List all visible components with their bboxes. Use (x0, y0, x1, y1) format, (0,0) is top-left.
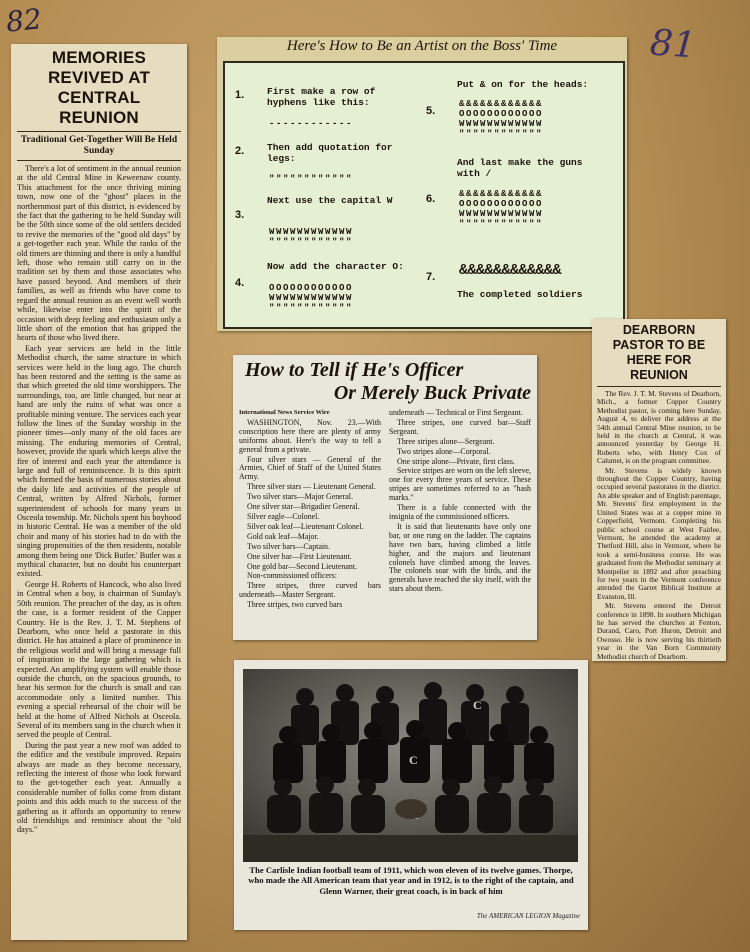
paragraph: One stripe alone—Private, first class. (397, 456, 515, 466)
step-row: """""""""""" (269, 174, 354, 184)
svg-text:C: C (473, 698, 482, 712)
step-number: 6. (426, 193, 436, 205)
page-number-right: 81 (648, 22, 698, 67)
paragraph: Three stripes, three curved bars underneath—Master Sergeant. (239, 581, 381, 600)
divider (17, 160, 181, 161)
divider (597, 386, 721, 387)
step-text: Then add quotation for legs: (267, 142, 393, 164)
step-text: First make a row of hyphens like this: (267, 86, 376, 108)
paragraph: Silver oak leaf—Lieutenant Colonel. (247, 521, 364, 531)
paragraph: Each year services are held in the little Methodist church, the same structure in which services were held in the long ago. The church has been restored and the setting is the same as that which greeted the old time worshippers. The surroundings, too, are little changed, but near at hand are only the ruins of what was once a profitable mining venture. The services each year follow the lines of the Sunday worship in the pioneer times—only many of the old faces are missing. The enduring memories of Central, however, provide the spark which keeps alive the fire of interest and each year the attendance is large and full of reminiscence. It is this spirit which formed the basis of numerous stories about the daily life and activities of the people of Central, written by Alfred Nichols, former superintendent of schools for many years in Osceola township. Mr. Nichols spent his boyhood in historic Central. He was a member of the old choir and many of his stories had to do with the singing propensities of the then residents, notable among them being one 'Dick Butler.' Butler was a mythical character, but no doubt his counterpart existed. (17, 343, 181, 579)
pastor-body (597, 390, 721, 661)
dateline: International News Service Wire (239, 409, 330, 416)
paragraph: Three stripes, two curved bars (247, 600, 343, 610)
reunion-body (17, 164, 181, 835)
paragraph: Mr. Stevens entered the Detroit conference in 1898. In southern Michigan he has served the churches at Fenton, Durand, Caro, Port Huron, Detroit and Owosso. He is now serving his thirtieth year in the Van Born Community Methodist church of Dearborn. (597, 601, 721, 661)
paragraph: One silver star—Brigadier General. (247, 502, 360, 512)
step-row: """""""""""" (269, 303, 354, 313)
step-row: WWWWWWWWWWWW (459, 119, 544, 129)
step-text: Now add the character O: (267, 261, 404, 272)
svg-text:C: C (409, 753, 418, 767)
artist-title: Here's How to Be an Artist on the Boss' Time (286, 38, 558, 54)
pastor-article (592, 319, 726, 661)
step-row: """""""""""" (459, 219, 544, 229)
step-text: And last make the guns with / (457, 157, 583, 179)
divider (17, 131, 181, 132)
step-number: 2. (235, 145, 245, 157)
step-row: WWWWWWWWWWWW (459, 209, 544, 219)
step-row: &&&&&&&&&&&& (459, 99, 544, 109)
step-number: 5. (426, 105, 436, 117)
step-number: 3. (235, 209, 245, 221)
reunion-article (11, 44, 187, 940)
pastor-headline: DEARBORN PASTOR TO BE HERE FOR REUNION (612, 323, 706, 382)
paragraph: WASHINGTON, Nov. 23.—With conscription here there are plenty of army uniforms about. Here's the way to tell a general from a private. (239, 417, 381, 454)
officer-headline-2: Or Merely Buck Private (333, 382, 531, 404)
paragraph: Gold oak leaf—Major. (247, 531, 319, 541)
step-row: ------------ (269, 119, 354, 129)
paragraph: It is said that lieutenants have only one bar, or one rung on the ladder. The captains have two bars, having climbed a little higher, and the majors and lieutenant colonels have climbed among the leaves. The colonels soar with the birds, and the generals have reached the sky itself, with the stars about them. (389, 521, 531, 594)
paragraph: Service stripes are worn on the left sleeve, one for every three years of service. These stripes are sometimes referred to as "hash marks." (389, 466, 531, 503)
paragraph: During the past year a new roof was added to the edifice and the vestibule improved. Repairs always are made as they become necessary, reflecting the interest of those who look forward to the get-together each year. Annually a considerable number of folks come from distant points and this adds much to the success of the gathering as it affords an opportunity to renew old friendships and reminisce about the "old days." (17, 740, 181, 835)
paragraph: Non-commissioned officers: (247, 571, 337, 581)
step-row: """""""""""" (269, 237, 354, 247)
paragraph: Mr. Stevens is widely known throughout the Copper Country, having occupied several pastorates in the district. An able speaker and of English parentage, Mr. Stevens' first employment in the United States was at a copper mine in Copperfield, Vermont. Completing his public school course at West Fairlee, Vermont, he attended the academy at Thetford Hill, also in Vermont, where he took a semi-business course. He was graduated from the Methodist seminary at Montpelier in 1892 and after preaching for two years in the Vermont conference attended the Garret Biblical Institute at Evanston, Ill. (597, 465, 721, 601)
paragraph: One gold bar—Second Lieutenant. (247, 561, 357, 571)
paragraph: George H. Roberts of Hancock, who also lived in Central when a boy, is chairman of Sunday's 50th reunion. The preacher of the day, as is often the case, is a former resident of the Copper Country. He is the Rev. J. T. M. Stephens of Dearborn, who once held a pastorate in this district. He has attained a place of prominence in the religious world and will bring a message full of inspiration to the large gathering which is expected. An amplifying system will enable those outside the church, on the spacious grounds, to hear his sermon for the church is small and can accommodate only a limited number. This evening a special rehearsal of the choir will be held at the home of Alfred Nichols at Osceola. Several of its members sang in the church when it served the people of Central. (17, 579, 181, 740)
step-text: The completed soldiers (457, 289, 583, 300)
team-photo-image (243, 669, 578, 862)
officer-headline-1: How to Tell if He's Officer (245, 359, 464, 381)
team-photograph (243, 669, 578, 862)
officer-column-1 (239, 409, 381, 611)
paragraph: Two silver stars—Major General. (247, 492, 353, 502)
officer-columns (239, 409, 531, 611)
paragraph: Two stripes alone—Corporal. (397, 446, 491, 456)
step-number: 1. (235, 89, 245, 101)
reunion-headline: MEMORIES REVIVED AT CENTRAL REUNION (47, 48, 151, 127)
paragraph: The Rev. J. T. M. Stevens of Dearborn, Mich., a former Copper Country Methodist pastor, is coming here Sunday, August 4, to deliver the address at the 54th annual Central Mine reunion, to be held in the church at Central, it was announced yesterday by George H. Roberts who, with Henry Cox of Calumet, is on the program committee. (597, 389, 721, 466)
paragraph: underneath — Technical or First Sergeant. (389, 408, 523, 417)
step-row: WWWWWWWWWWWW (269, 227, 354, 237)
photo-caption: The Carlisle Indian football team of 1911, which won eleven of its twelve games. Thorpe, who made the All American team that year and in 1912, is to the right of the captain, and Glenn Warner, their great coach, is in back of him (248, 865, 574, 896)
page-number-left: 82 (4, 2, 44, 39)
paragraph: Silver eagle—Colonel. (247, 511, 320, 521)
paragraph: There is a fable connected with the insignia of the commissioned officers. (389, 503, 531, 521)
officer-article (233, 355, 537, 640)
paragraph: One silver bar—First Lieutenant. (247, 551, 352, 561)
step-row: OOOOOOOOOOOO (459, 199, 544, 209)
paragraph: Four silver stars — General of the Armies, Chief of Staff of the United States Army. (239, 454, 381, 482)
step-number: 7. (426, 271, 436, 283)
step-row: OOOOOOOOOOOO (269, 283, 354, 293)
step-row: OOOOOOOOOOOO (459, 109, 544, 119)
paragraph: Two silver bars—Captain. (247, 541, 330, 551)
step-row: """""""""""" (459, 129, 544, 139)
officer-column-2 (389, 409, 531, 611)
step-row: &&&&&&&&&&&& (459, 189, 544, 199)
paragraph: Three stripes, one curved bar—Staff Sergeant. (389, 417, 531, 436)
magazine-credit: The AMERICAN LEGION Magazine (476, 912, 580, 920)
step-row: WWWWWWWWWWWW (269, 293, 354, 303)
paragraph: Three stripes alone—Sergeant. (397, 436, 495, 446)
step-text: Put & on for the heads: (457, 79, 589, 90)
artist-diagram (223, 61, 625, 329)
paragraph: Three silver stars — Lieutenant General. (247, 482, 376, 492)
reunion-subhead: Traditional Get-Together Will Be Held Sunday (20, 135, 178, 156)
step-number: 4. (235, 277, 245, 289)
step-row: &&&&&&&&&&&& (459, 262, 562, 279)
paragraph: There's a lot of sentiment in the annual reunion at the old Central Mine in Keweenaw county. This attachment for the once thriving mining town, now one of the "ghost" places in the northernmost part of this district, is evidenced by the fact that the gathering to be held Sunday will be the 50th since some of the old settlers decided to revive the memories of the "good old days" by a get-together each year. While the ranks of the old timers are thinning and there is only a handful left, those who remain still carry on in the tradition set by them and those associates who have passed beyond. And members of their families, as well as friends who have come to regard the annual reunion as an event well worth while, likewise enter into the spirit of the occasion with deep feeling and enthusiasm only a little short of the emotion that has gripped the hearts of those who lived there. (17, 164, 181, 343)
step-text: Next use the capital W (267, 195, 393, 206)
